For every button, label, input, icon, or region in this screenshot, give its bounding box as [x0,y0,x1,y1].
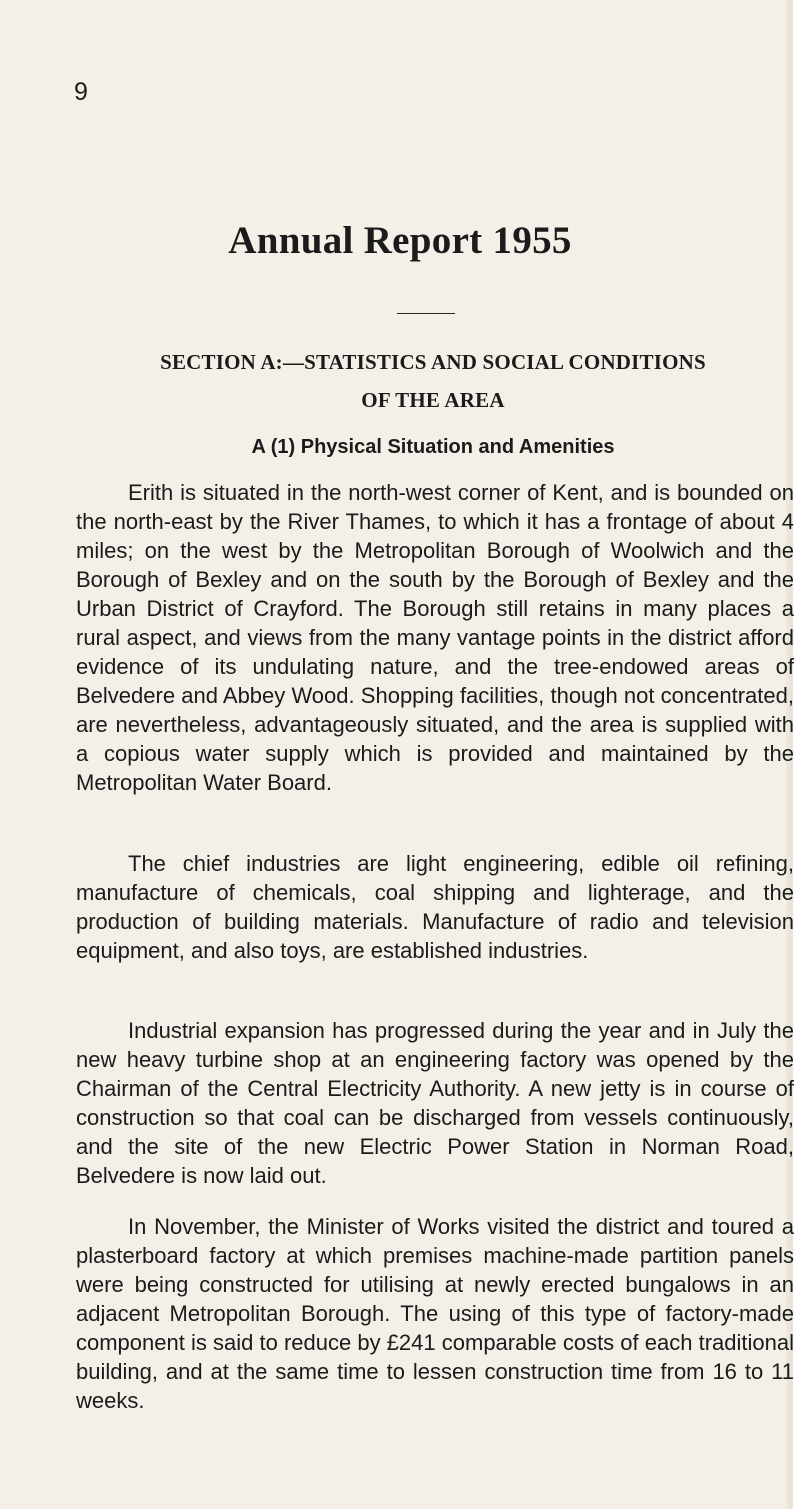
title-divider [397,313,455,314]
page-title: Annual Report 1955 [228,219,572,262]
paragraph-minister-visit: In November, the Minister of Works visited the district and toured a plasterboard factory at which premises machine-made partition panels were being constructed for utilising at newly erected bungalows in an adjacent Metropolitan Borough. The using of this type of factory-made component is said to reduce by £241 comparable costs of each traditional building, and at the same time to lessen construction time from 16 to 11 weeks. [76,1214,794,1413]
paragraph-industrial-expansion: Industrial expansion has progressed during the year and in July the new heavy turbine shop at an engineering factory was opened by the Chairman of the Central Electricity Authority. A new jetty is in course of construction so that coal can be discharged from vessels continuously, and the site of the new Electric Power Station in Norman Road, Belvedere is now laid out. [76,1018,794,1188]
page-number: 9 [74,78,88,106]
paragraph-physical-situation: Erith is situated in the north-west corner of Kent, and is bounded on the north-east by the River Thames, to which it has a frontage of about 4 miles; on the west by the Metropolitan Borough of Woolwich and the Borough of Bexley and on the south by the Borough of Bexley and the Urban District of Crayford. The Borough still retains in many places a rural aspect, and views from the many vantage points in the district afford evidence of its undulating nature, and the tree-endowed areas of Belvedere and Abbey Wood. Shopping facilities, though not concentrated, are nevertheless, advantageously situated, and the area is supplied with a copious water supply which is provided and maintained by the Metropolitan Water Board. [76,480,794,795]
section-heading [70,343,796,419]
section-heading-line-1: SECTION A:—STATISTICS AND SOCIAL CONDITIONS [160,350,706,374]
sub-heading: A (1) Physical Situation and Amenities [251,436,615,458]
paragraph-chief-industries: The chief industries are light engineering, edible oil refining, manufacture of chemicals, coal shipping and lighterage, and the production of building materials. Manufacture of radio and television equipment, and also toys, are established industries. [76,851,794,963]
section-heading-line-2: OF THE AREA [361,388,505,412]
